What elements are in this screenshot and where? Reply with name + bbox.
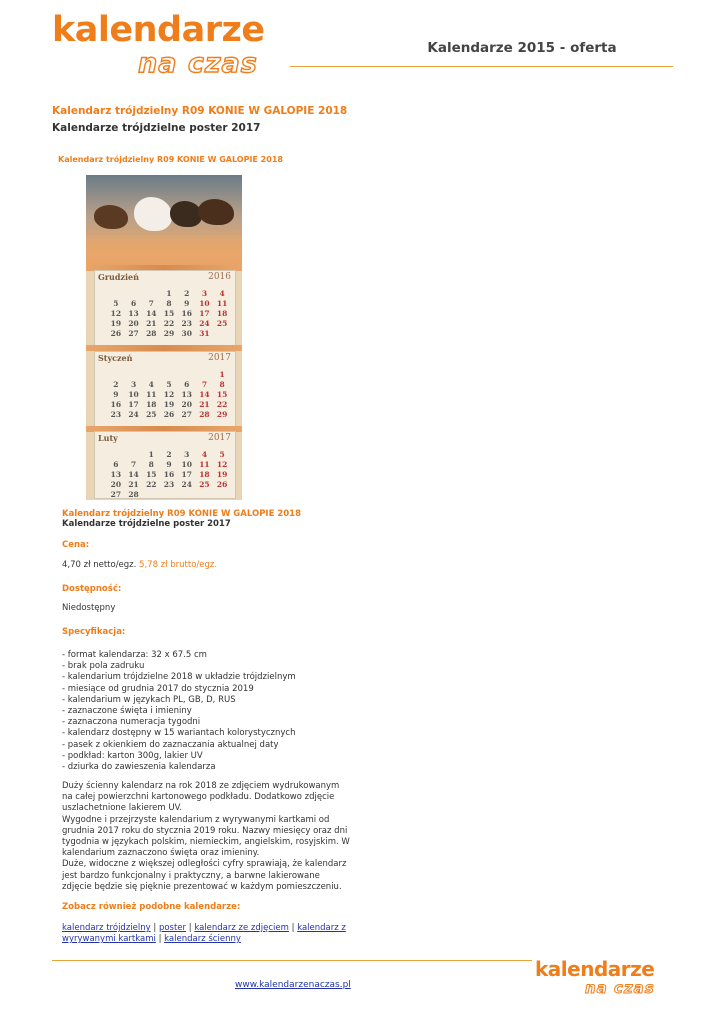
calendar-day: 24 (181, 480, 192, 489)
calendar-day (107, 370, 125, 379)
calendar-day: 8 (166, 299, 172, 308)
calendar-day: 19 (163, 400, 175, 409)
description-line: zdjęcie będzie się pięknie prezentować w każdym pomieszczeniu. (62, 881, 342, 892)
related-link[interactable]: kalendarz ze zdjęciem (194, 923, 289, 933)
calendar-day: 28 (128, 490, 139, 499)
calendar-day: 10 (199, 299, 210, 308)
calendar-day: 19 (110, 319, 122, 328)
availability-label: Dostępność: (62, 584, 122, 594)
calendar-day: 25 (199, 480, 210, 489)
product-title-2: Kalendarz trójdzielny R09 KONIE W GALOPIE 2018 (62, 509, 302, 519)
calendar-day (160, 370, 178, 379)
calendar-day: 3 (130, 380, 137, 389)
calendar-day: 5 (113, 299, 119, 308)
calendar-day: 27 (128, 329, 139, 338)
price-label: Cena: (62, 540, 90, 550)
spec-label: Specyfikacja: (62, 627, 126, 637)
header-divider (290, 66, 673, 67)
calendar-day: 16 (181, 309, 192, 318)
calendar-day: 6 (184, 380, 190, 389)
spec-item: - format kalendarza: 32 x 67.5 cm (62, 650, 207, 660)
calendar-day: 12 (110, 309, 122, 318)
calendar-day: 2 (184, 289, 190, 298)
calendar-day: 28 (146, 329, 157, 338)
product-description (62, 781, 352, 893)
calendar-day: 17 (199, 309, 210, 318)
related-link[interactable]: kalendarz z wyrywanymi kartkami (62, 923, 346, 944)
link-separator: | (155, 934, 165, 944)
calendar-day: 3 (184, 450, 190, 459)
calendar-day (160, 490, 178, 499)
calendar-day: 21 (146, 319, 157, 328)
calendar-day: 18 (216, 309, 228, 318)
calendar-day: 17 (181, 470, 192, 479)
price-gross: 5,78 zł brutto/egz. (139, 560, 218, 570)
calendar-day: 16 (110, 400, 122, 409)
calendar-day (125, 370, 143, 379)
calendar-day: 7 (148, 299, 154, 308)
calendar-day: 8 (148, 460, 154, 469)
related-link[interactable]: kalendarz ścienny (164, 934, 241, 944)
link-separator: | (186, 923, 195, 933)
calendar-day: 11 (199, 460, 210, 469)
calendar-day: 24 (199, 319, 210, 328)
calendar-day: 10 (128, 390, 139, 399)
calendar-day: 19 (216, 470, 228, 479)
calendar-day: 31 (199, 329, 210, 338)
description-line: Duże, widoczne z większej odległości cyfry sprawiają, że kalendarz (62, 859, 347, 870)
calendar-day (142, 370, 160, 379)
calendar-day: 20 (110, 480, 122, 489)
horses-photo (86, 175, 242, 267)
description-line: Duży ścienny kalendarz na rok 2018 ze zdjęciem wydrukowanym (62, 781, 340, 791)
page-title: Kalendarze 2015 - oferta (427, 40, 617, 56)
logo-line2: na czas (138, 48, 258, 79)
calendar-day: 20 (181, 400, 192, 409)
calendar-day: 28 (199, 410, 210, 419)
footer-logo-line2: na czas (585, 979, 655, 997)
link-separator: | (150, 923, 159, 933)
calendar-day: 6 (130, 299, 137, 308)
calendar-day: 26 (216, 480, 228, 489)
spec-item: - dziurka do zawieszenia kalendarza (62, 762, 216, 773)
calendar-day: 7 (130, 460, 137, 469)
calendar-day (196, 370, 214, 379)
calendar-day (125, 289, 143, 298)
product-image[interactable] (86, 175, 242, 500)
description-line: tygodnia w językach polskim, niemieckim, angielskim, rosyjskim. W (62, 837, 350, 848)
spec-item: - pasek z okienkiem do zaznaczania aktualnej daty (62, 739, 279, 750)
calendar-day: 16 (163, 470, 175, 479)
calendar-day: 6 (113, 460, 119, 469)
related-link[interactable]: kalendarz trójdzielny (62, 923, 151, 933)
calendar-day: 1 (148, 450, 154, 459)
calendar-day: 21 (128, 480, 139, 489)
calendar-day: 13 (128, 309, 139, 318)
calendar-day (196, 490, 214, 499)
spec-list (62, 650, 362, 773)
logo-line1: kalendarze (52, 10, 265, 50)
calendar-day: 26 (163, 410, 175, 419)
description-line: jest bardzo funkcjonalny i praktyczny, a barwne lakierowane (62, 870, 320, 881)
calendar-day: 14 (199, 390, 210, 399)
footer-logo[interactable] (535, 958, 675, 998)
related-label: Zobacz również podobne kalendarze: (62, 902, 241, 912)
calendar-day: 2 (166, 450, 172, 459)
calendar-day: 9 (113, 390, 119, 399)
price-line (62, 560, 217, 571)
site-logo[interactable] (52, 10, 292, 79)
calendar-day: 29 (216, 410, 228, 419)
calendar-day: 26 (110, 329, 122, 338)
calendar-day: 23 (110, 410, 122, 419)
calendar-day: 17 (128, 400, 139, 409)
description-line: uszlachetnione lakierem UV. (62, 803, 182, 814)
calendar-day: 22 (216, 400, 228, 409)
calendar-day: 23 (163, 480, 175, 489)
calendar-day: 18 (199, 470, 210, 479)
calendar-day: 11 (146, 390, 157, 399)
availability-value: Niedostępny (62, 603, 116, 613)
calendar-day (142, 289, 160, 298)
spec-item: - zaznaczone święta i imieniny (62, 706, 192, 717)
calendar-day: 20 (128, 319, 139, 328)
calendar-day (213, 329, 231, 338)
calendar-day: 30 (181, 329, 192, 338)
calendar-day: 4 (219, 289, 225, 298)
calendar-day: 3 (201, 289, 208, 298)
spec-item: - podkład: karton 300g, lakier UV (62, 750, 203, 761)
product-category: Kalendarze trójdzielne poster 2017 (52, 122, 261, 134)
related-links (62, 923, 362, 945)
calendar-day: 2 (113, 380, 119, 389)
calendar-day: 18 (146, 400, 157, 409)
related-link[interactable]: poster (158, 923, 187, 933)
calendar-day (178, 370, 196, 379)
product-category-2: Kalendarze trójdzielne poster 2017 (62, 519, 231, 529)
image-caption: Kalendarz trójdzielny R09 KONIE W GALOPIE 2018 (58, 155, 283, 164)
footer-divider (52, 960, 532, 961)
spec-item: - zaznaczona numeracja tygodni (62, 717, 201, 728)
calendar-day: 14 (128, 470, 139, 479)
calendar-day: 1 (166, 289, 172, 298)
calendar-day: 13 (181, 390, 192, 399)
spec-item: - kalendarium trójdzielne 2018 w układzie trójdzielnym (62, 672, 296, 683)
spec-item: - kalendarium w językach PL, GB, D, RUS (62, 694, 236, 705)
calendar-day (142, 490, 160, 499)
calendar-day: 23 (181, 319, 192, 328)
description-line: Wygodne i przejrzyste kalendarium z wyrywanymi kartkami od (62, 814, 330, 825)
spec-item: - miesiące od grudnia 2017 do stycznia 2019 (62, 683, 254, 694)
calendar-day (178, 490, 196, 499)
spec-item: - brak pola zadruku (62, 661, 145, 672)
calendar-day: 27 (181, 410, 192, 419)
calendar-day: 14 (146, 309, 157, 318)
calendar-day (107, 450, 125, 459)
description-line: na całej powierzchni kartonowego podkładu. Dodatkowo zdjęcie (62, 792, 335, 803)
calendar-month-3: Luty 2017 1 2 3 4 5 6 7 8 9 10 11 12 13 14 15 16 17 18 19 20 21 22 23 24 25 26 27 28 (94, 431, 236, 499)
product-title: Kalendarz trójdzielny R09 KONIE W GALOPIE 2018 (52, 105, 348, 117)
calendar-day: 12 (163, 390, 175, 399)
calendar-day: 9 (184, 299, 190, 308)
calendar-day: 15 (146, 470, 157, 479)
calendar-day (125, 450, 143, 459)
calendar-day: 5 (219, 450, 225, 459)
spec-item: - kalendarz dostępny w 15 wariantach kolorystycznych (62, 728, 296, 739)
calendar-day: 1 (219, 370, 225, 379)
calendar-day: 12 (216, 460, 228, 469)
calendar-day: 25 (216, 319, 228, 328)
calendar-day (213, 490, 231, 499)
calendar-month-1: Grudzień 2016 1 2 3 4 5 6 7 8 9 10 11 12 13 14 15 16 17 18 19 20 21 22 23 24 25 26 27 28 29 30 31 (94, 270, 236, 346)
calendar-day: 24 (128, 410, 139, 419)
calendar-day: 15 (163, 309, 175, 318)
description-line: grudnia 2017 roku do stycznia 2019 roku. Nazwy miesięcy oraz dni (62, 825, 348, 836)
calendar-day: 5 (166, 380, 172, 389)
description-line: kalendarium zaznaczono święta oraz imieniny. (62, 848, 260, 859)
calendar-day: 4 (201, 450, 208, 459)
calendar-day: 9 (166, 460, 172, 469)
footer-logo-line1: kalendarze (535, 957, 655, 981)
calendar-day: 25 (146, 410, 157, 419)
calendar-day: 11 (216, 299, 228, 308)
calendar-day: 21 (199, 400, 210, 409)
calendar-day: 4 (148, 380, 154, 389)
calendar-month-2: Styczeń 2017 1 2 3 4 5 6 7 8 9 10 11 12 13 14 15 16 17 18 19 20 21 22 23 24 25 26 27 28 29 (94, 351, 236, 427)
calendar-day: 10 (181, 460, 192, 469)
calendar-day: 29 (163, 329, 175, 338)
calendar-day: 7 (201, 380, 208, 389)
link-separator: | (288, 923, 298, 933)
price-net: 4,70 zł netto/egz. (62, 560, 137, 570)
footer-url-link[interactable]: www.kalendarzenaczas.pl (235, 980, 351, 990)
calendar-day: 15 (216, 390, 228, 399)
calendar-day (107, 289, 125, 298)
calendar-day: 22 (163, 319, 175, 328)
calendar-day: 22 (146, 480, 157, 489)
calendar-day: 27 (110, 490, 122, 499)
calendar-day: 8 (219, 380, 225, 389)
calendar-day: 13 (110, 470, 122, 479)
